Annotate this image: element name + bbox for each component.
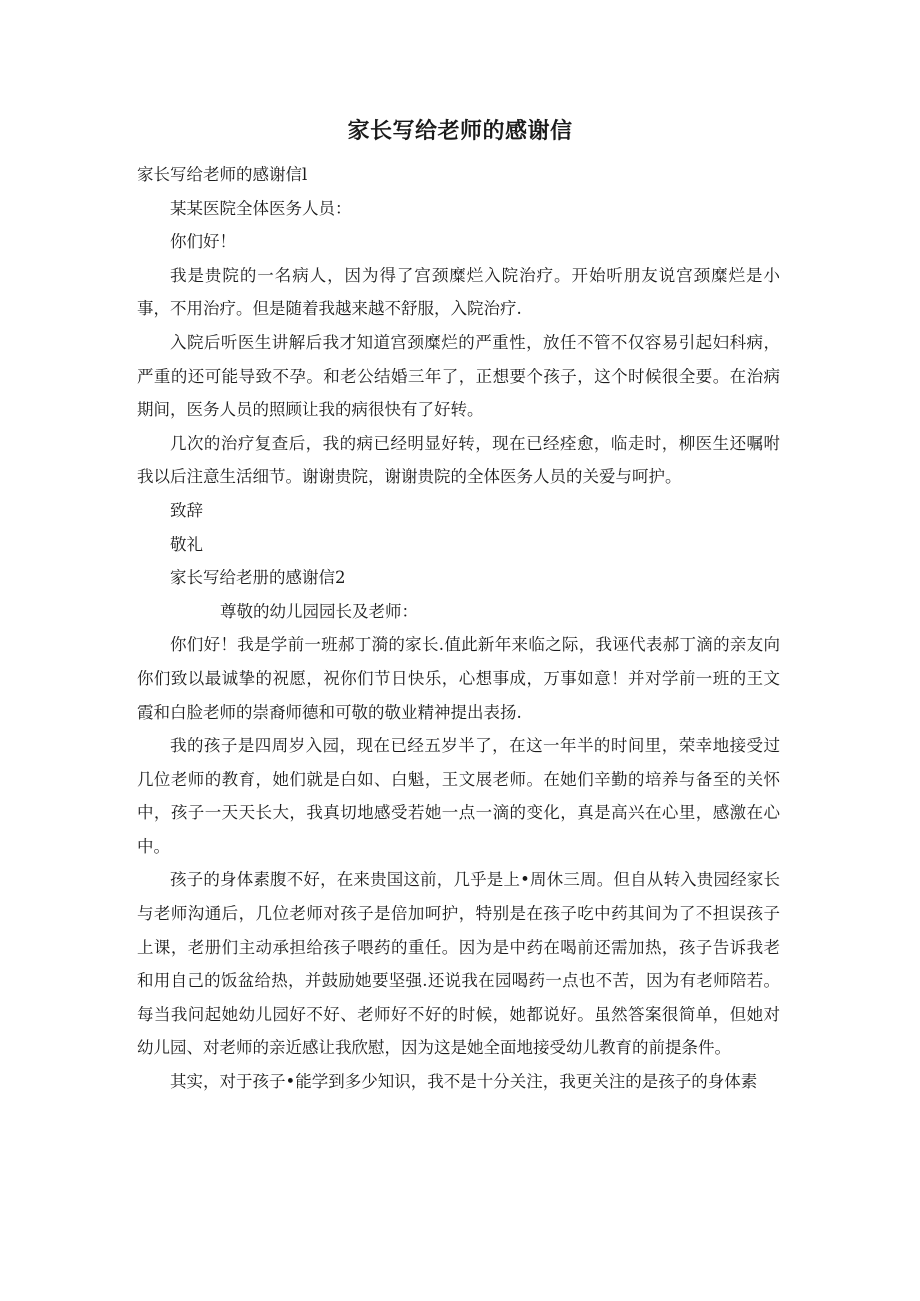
paragraph: 几次的治疗复查后，我的病已经明显好转，现在已经痊愈，临走时，柳医生还嘱咐我以后注意生活细节。谢谢贵院，谢谢贵院的全体医务人员的关爱与呵护。: [137, 433, 780, 487]
paragraph: 孩子的身体素腹不好，在来贵国这前，几乎是上•周休三周。但自从转入贵园经家长与老师沟通后，几位老师对孩子是倍加呵护，特别是在孩子吃中药其间为了不担误孩子上课，老册们主动承担给孩子喂药的重任。因为是中药在喝前还需加热，孩子告诉我老和用自己的饭盆给热，并鼓励她要坚强.还说我在园喝药一点也不苦，因为有老师陪若。每当我问起她幼儿园好不好、老师好不好的时候，她都说好。虽然答案很简单，但她对幼儿园、对老师的亲近感让我欣慰，因为这是她全面地接受幼儿教育的前提条件。: [137, 870, 780, 1058]
letter-2-heading: 家长写给老册的感谢信2: [170, 568, 346, 588]
letter-1-salutation: 某某医院全体医务人员：: [170, 198, 352, 218]
paragraph: 其实，对于孩子•能学到多少知识，我不是十分关注，我更关注的是孩子的身体素: [170, 1072, 758, 1092]
letter-1-heading: 家长写给老师的感谢信l: [137, 165, 308, 184]
paragraph: 你们好！我是学前一班郝丁漪的家长.值此新年来临之际，我诬代表郝丁滴的亲友向你们致以最诚挚的祝愿，祝你们节日快乐，心想事成，万事如意！并对学前一班的王文霞和白脸老师的崇裔师德和可敬的敬业精神提出表扬.: [137, 635, 780, 722]
paragraph: 我是贵院的一名病人，因为得了宫颈糜烂入院治疗。开始听朋友说宫颈糜烂是小事，不用治疗。但是随着我越来越不舒服，入院治疗.: [137, 265, 780, 319]
letter-1-sign-off: 敬礼: [170, 534, 203, 554]
letter-2-salutation: 尊敬的幼儿园园长及老师：: [220, 601, 418, 621]
paragraph: 我的孩子是四周岁入园，现在已经五岁半了，在这一年半的时间里，荣幸地接受过几位老师的教育，她们就是白如、白魁，王文展老师。在她们辛勤的培养与备至的关怀中，孩子一天天长大，我真切地感受若她一点一滴的变化，真是高兴在心里，感激在心中。: [137, 736, 780, 856]
document-body: [137, 158, 780, 1099]
document-title: 家长写给老师的感谢信: [347, 119, 573, 144]
letter-1-greeting: 你们好！: [170, 232, 236, 252]
letter-1-closing: 致辞: [170, 500, 203, 520]
paragraph: 入院后听医生讲解后我才知道宫颈糜烂的严重性，放任不管不仅容易引起妇科病，严重的还可能导致不孕。和老公结婚三年了，正想要个孩子，这个时候很全要。在治病期间，医务人员的照顾让我的病很快有了好转。: [137, 332, 780, 420]
